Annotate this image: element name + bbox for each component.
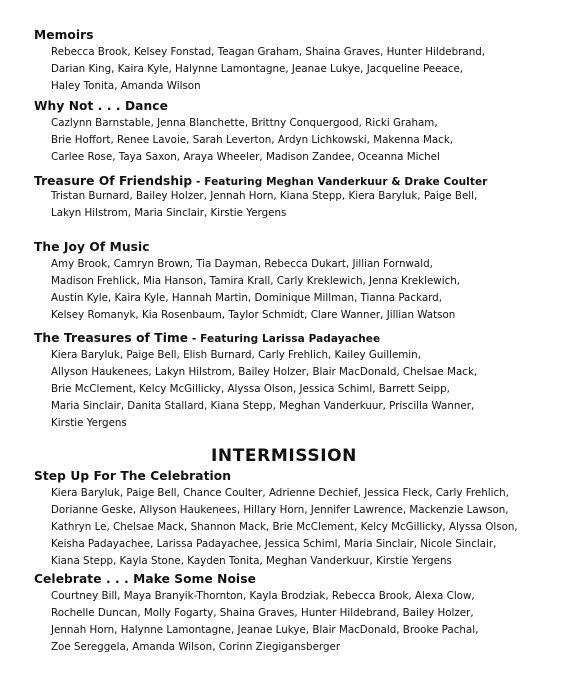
cast-line: Kiana Stepp, Kayla Stone, Kayden Tonita, Meghan Vanderkuur, Kirstie Yergens <box>51 555 452 567</box>
section-title <box>34 571 256 587</box>
intermission-heading: INTERMISSION <box>210 446 358 466</box>
cast-line: Brie McClement, Kelcy McGillicky, Alyssa Olson, Jessica Schiml, Barrett Seipp, <box>51 383 450 395</box>
cast-line: Austin Kyle, Kaira Kyle, Hannah Martin, Dominique Millman, Tianna Packard, <box>51 292 442 304</box>
cast-line: Zoe Sereggela, Amanda Wilson, Corinn Ziegigansberger <box>51 641 341 653</box>
section-title <box>34 468 231 484</box>
cast-line: Carlee Rose, Taya Saxon, Araya Wheeler, Madison Zandee, Oceanna Michel <box>51 151 440 163</box>
section-title-text: Step Up For The Celebration <box>34 469 232 483</box>
cast-line: Keisha Padayachee, Larissa Padayachee, Jessica Schiml, Maria Sinclair, Nicole Sinclair, <box>51 538 497 550</box>
section-title-text: The Treasures of Time <box>34 331 189 345</box>
section-title <box>34 98 168 114</box>
cast-line: Kiera Baryluk, Paige Bell, Chance Coulter, Adrienne Dechief, Jessica Fleck, Carly Frehlich, <box>51 487 509 499</box>
cast-line: Amy Brook, Camryn Brown, Tia Dayman, Rebecca Dukart, Jillian Fornwald, <box>51 258 433 270</box>
cast-line: Lakyn Hilstrom, Maria Sinclair, Kirstie Yergens <box>51 207 287 219</box>
section-title-text: Memoirs <box>34 28 94 42</box>
section-featuring: - Featuring Larissa Padayachee <box>188 333 381 345</box>
cast-line: Kathryn Le, Chelsae Mack, Shannon Mack, Brie McClement, Kelcy McGillicky, Alyssa Olson, <box>51 521 518 533</box>
cast-line: Courtney Bill, Maya Branyik-Thornton, Kayla Brodziak, Rebecca Brook, Alexa Clow, <box>51 590 475 602</box>
cast-line: Maria Sinclair, Danita Stallard, Kiana Stepp, Meghan Vanderkuur, Priscilla Wanner, <box>51 400 475 412</box>
cast-line: Brie Hoffort, Renee Lavoie, Sarah Leverton, Ardyn Lichkowski, Makenna Mack, <box>51 134 454 146</box>
cast-line: Allyson Haukenees, Lakyn Hilstrom, Bailey Holzer, Blair MacDonald, Chelsae Mack, <box>51 366 478 378</box>
cast-line: Dorianne Geske, Allyson Haukenees, Hillary Horn, Jennifer Lawrence, Mackenzie Lawson, <box>51 504 509 516</box>
section-title-text: Why Not . . . Dance <box>34 99 168 113</box>
cast-line: Rebecca Brook, Kelsey Fonstad, Teagan Graham, Shaina Graves, Hunter Hildebrand, <box>51 46 486 58</box>
cast-line: Darian King, Kaira Kyle, Halynne Lamontagne, Jeanae Lukye, Jacqueline Peeace, <box>51 63 464 75</box>
section-title <box>34 239 150 255</box>
section-title-text: Treasure Of Friendship <box>34 174 193 188</box>
cast-line: Madison Frehlick, Mia Hanson, Tamira Krall, Carly Kreklewich, Jenna Kreklewich, <box>51 275 461 287</box>
cast-line: Kelsey Romanyk, Kia Rosenbaum, Taylor Schmidt, Clare Wanner, Jillian Watson <box>51 309 456 321</box>
cast-line: Kiera Baryluk, Paige Bell, Elish Burnard, Carly Frehlich, Kailey Guillemin, <box>51 349 421 361</box>
cast-line: Haley Tonita, Amanda Wilson <box>51 80 201 92</box>
section-title-text: The Joy Of Music <box>34 240 150 254</box>
cast-line: Cazlynn Barnstable, Jenna Blanchette, Brittny Conquergood, Ricki Graham, <box>51 117 438 129</box>
cast-line: Tristan Burnard, Bailey Holzer, Jennah Horn, Kiana Stepp, Kiera Baryluk, Paige Bell, <box>51 190 478 202</box>
section-title <box>34 27 94 43</box>
section-title <box>34 330 380 347</box>
section-featuring: - Featuring Meghan Vanderkuur & Drake Coulter <box>192 176 488 188</box>
cast-line: Kirstie Yergens <box>51 417 127 429</box>
cast-line: Jennah Horn, Halynne Lamontagne, Jeanae Lukye, Blair MacDonald, Brooke Pachal, <box>51 624 479 636</box>
section-title-text: Celebrate . . . Make Some Noise <box>34 572 256 586</box>
cast-line: Rochelle Duncan, Molly Fogarty, Shaina Graves, Hunter Hildebrand, Bailey Holzer, <box>51 607 474 619</box>
